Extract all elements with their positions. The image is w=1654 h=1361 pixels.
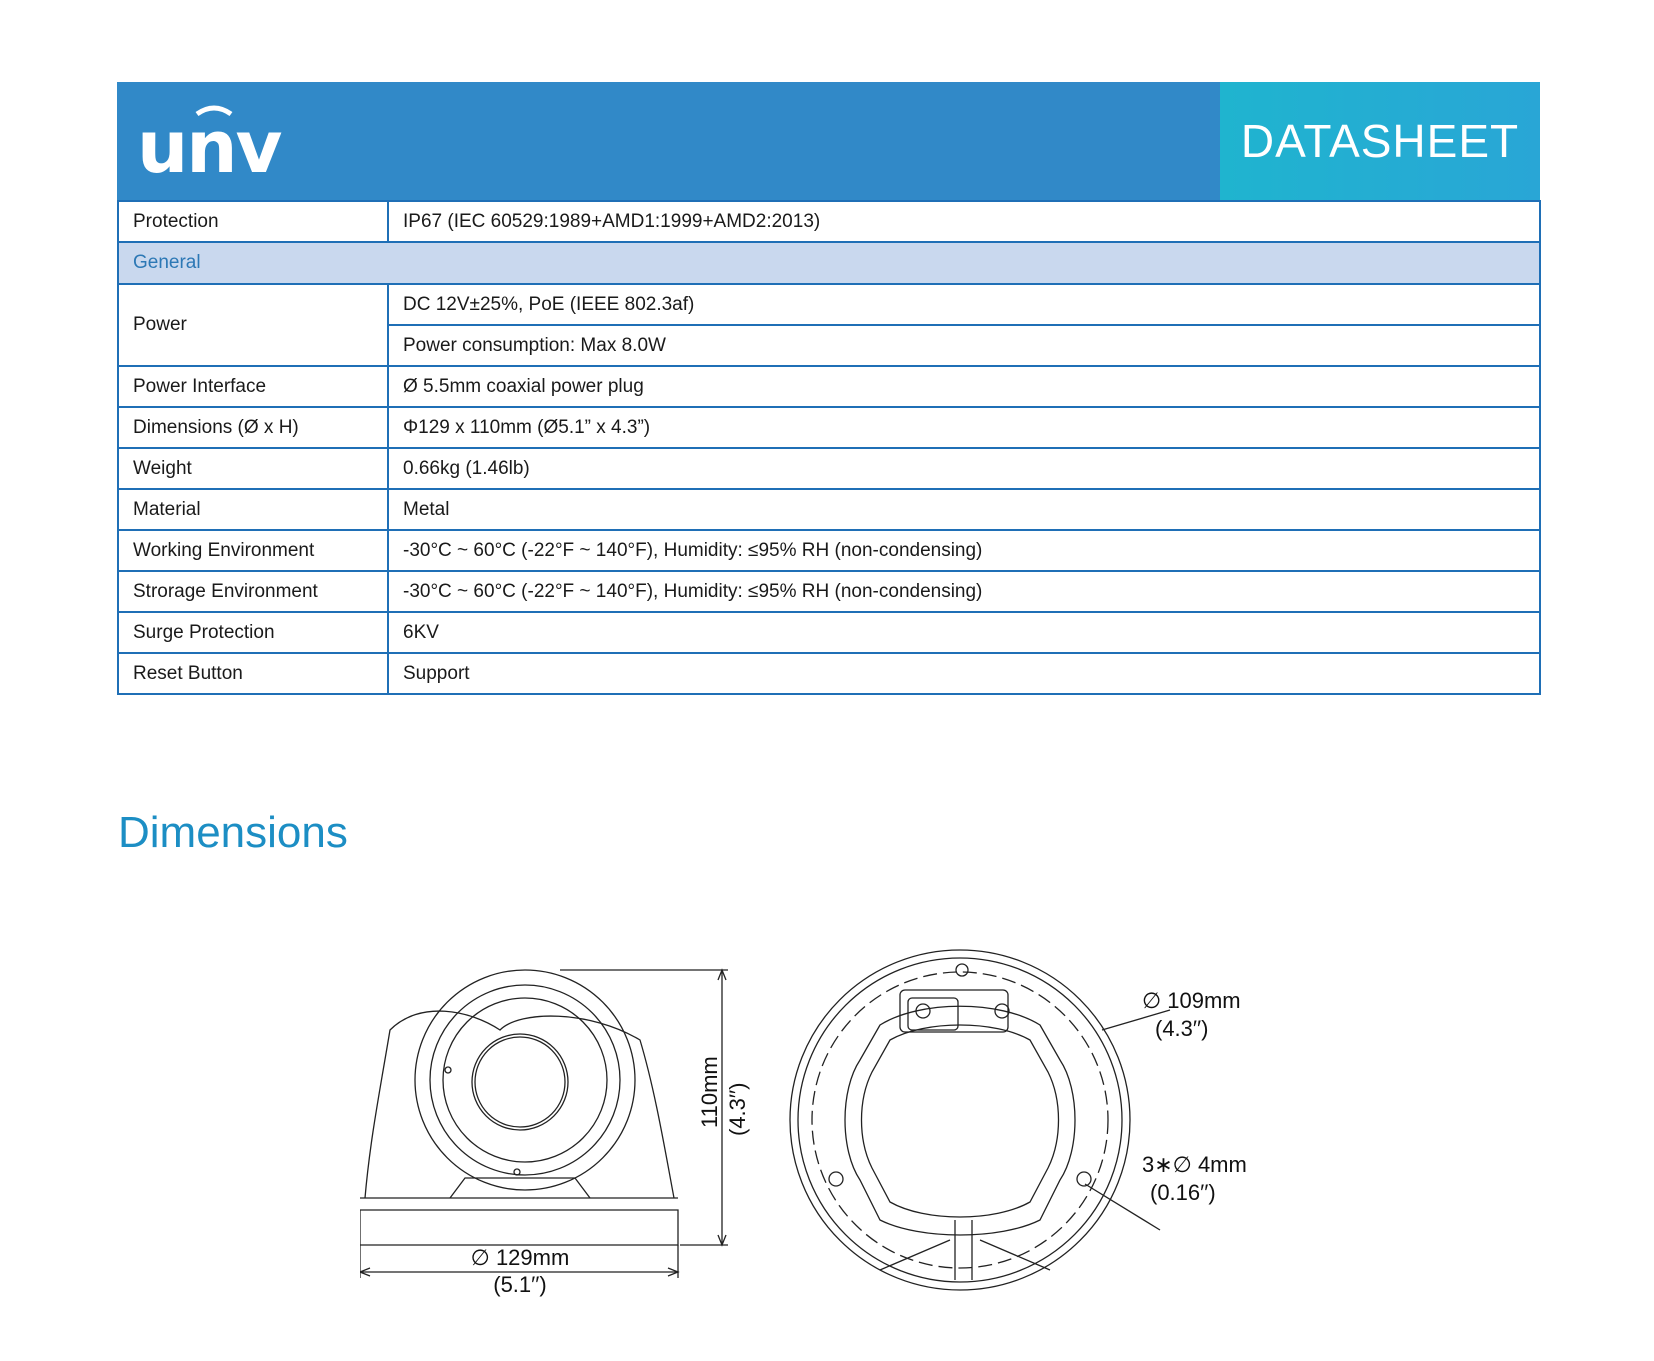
- spec-label: Power Interface: [118, 366, 388, 407]
- table-row: [118, 571, 1540, 612]
- datasheet-header: [117, 82, 1540, 200]
- datasheet-label: DATASHEET: [1240, 115, 1520, 167]
- spec-label: Strorage Environment: [118, 571, 388, 612]
- spec-value: Support: [388, 653, 1540, 694]
- table-row: [118, 612, 1540, 653]
- table-row: [118, 489, 1540, 530]
- table-row: [118, 530, 1540, 571]
- section-row: [118, 242, 1540, 284]
- spec-value: 6KV: [388, 612, 1540, 653]
- hole-in-label: (0.16′′): [1150, 1180, 1216, 1205]
- spec-value: 0.66kg (1.46lb): [388, 448, 1540, 489]
- dimensions-title: Dimensions: [118, 808, 348, 857]
- spec-label: Reset Button: [118, 653, 388, 694]
- height-mm-label: 110mm: [697, 1056, 722, 1128]
- table-row: [118, 653, 1540, 694]
- table-row: [118, 448, 1540, 489]
- spec-value: Metal: [388, 489, 1540, 530]
- spec-label: Working Environment: [118, 530, 388, 571]
- width-in-label: (5.1′′): [493, 1272, 547, 1297]
- mount-mm-label: ∅ 109mm: [1142, 988, 1241, 1013]
- table-row: [118, 201, 1540, 242]
- spec-label: Surge Protection: [118, 612, 388, 653]
- svg-text:unv: unv: [137, 105, 281, 182]
- width-mm-label: ∅ 129mm: [470, 1245, 570, 1270]
- spec-value: Φ129 x 110mm (Ø5.1” x 4.3”): [388, 407, 1540, 448]
- spec-value: DC 12V±25%, PoE (IEEE 802.3af): [388, 284, 1540, 325]
- spec-label: Protection: [118, 201, 388, 242]
- spec-label: Dimensions (Ø x H): [118, 407, 388, 448]
- spec-label: Power: [118, 284, 388, 366]
- spec-value: -30°C ~ 60°C (-22°F ~ 140°F), Humidity: ≤95% RH (non-condensing): [388, 571, 1540, 612]
- table-row: [118, 407, 1540, 448]
- spec-value: IP67 (IEC 60529:1989+AMD1:1999+AMD2:2013): [388, 201, 1540, 242]
- spec-table: [117, 200, 1541, 695]
- section-title: General: [118, 242, 1540, 284]
- spec-value: -30°C ~ 60°C (-22°F ~ 140°F), Humidity: ≤95% RH (non-condensing): [388, 530, 1540, 571]
- spec-value: Power consumption: Max 8.0W: [388, 325, 1540, 366]
- camera-side-view: [360, 970, 678, 1245]
- mount-in-label: (4.3′′): [1155, 1016, 1209, 1041]
- dimension-drawing: [360, 940, 1310, 1315]
- spec-label: Weight: [118, 448, 388, 489]
- hole-mm-label: 3∗∅ 4mm: [1142, 1152, 1247, 1177]
- spec-value: Ø 5.5mm coaxial power plug: [388, 366, 1540, 407]
- camera-bottom-view: [790, 950, 1130, 1290]
- unv-logo: [137, 100, 287, 182]
- height-in-label: (4.3′′): [725, 1082, 750, 1136]
- datasheet-badge: [1220, 82, 1540, 200]
- table-row: [118, 284, 1540, 325]
- spec-label: Material: [118, 489, 388, 530]
- table-row: [118, 366, 1540, 407]
